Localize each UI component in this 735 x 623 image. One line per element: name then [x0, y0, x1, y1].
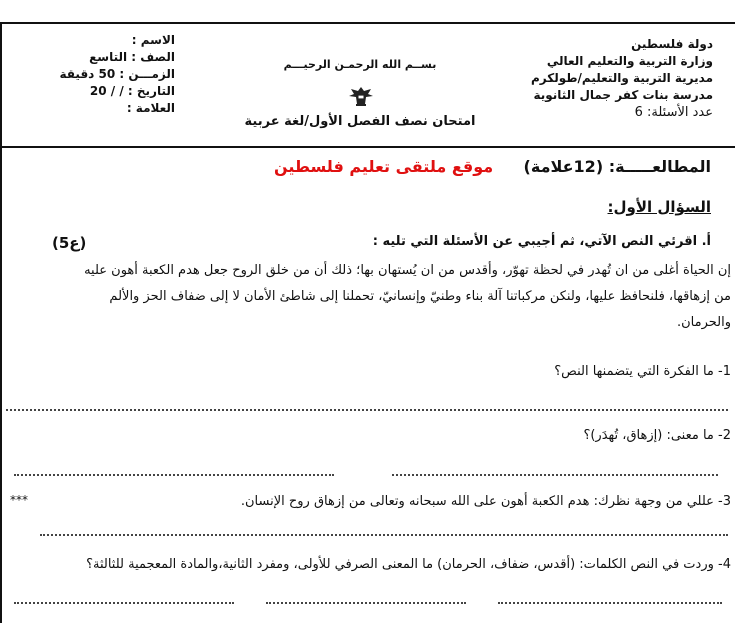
eagle-emblem-icon [347, 84, 375, 108]
stars-mark: *** [10, 493, 28, 507]
time-field: الزمـــن : 50 دقيقة [59, 67, 175, 81]
answer-line-4a[interactable] [498, 602, 722, 604]
header-right-block [531, 36, 713, 121]
name-field: الاسم : [131, 33, 175, 47]
date-field: التاريخ : / / 20 [89, 84, 175, 98]
country-line: دولة فلسطين [631, 37, 713, 51]
header-left-block [60, 32, 176, 117]
site-name: موقع ملتقى تعليم فلسطين [274, 157, 494, 176]
exam-title: امتحان نصف الفصل الأول/لغة عربية [244, 114, 476, 129]
answer-line-2a[interactable] [392, 474, 718, 476]
school-line: مدرسة بنات كفر جمال الثانوية [533, 88, 713, 102]
basmala: بســم الله الرحمـن الرحيـــم [283, 58, 437, 71]
question-item-1: 1- ما الفكرة التي يتضمنها النص؟ [554, 364, 731, 379]
answer-line-3[interactable] [40, 534, 728, 536]
answer-line-4b[interactable] [266, 602, 466, 604]
question-item-2: 2- ما معنى: (إزهاق، تُهدَر)؟ [583, 428, 731, 443]
grade-score-field: العلامة : [126, 101, 175, 115]
reading-section-heading: المطالعـــــة: (12علامة) [523, 157, 711, 176]
answer-line-4c[interactable] [14, 602, 234, 604]
passage-line-1: إن الحياة أغلى من ان تُهدر في لحظة تهوّر، وأقدس من ان يُستهان بها؛ ذلك أن من خلق الروح جعل هدم الكعبة أهون عليه [84, 263, 731, 278]
passage-line-2: من إزهاقها، فلنحافظ عليها، ولنكن مركباتنا آلة بناء وطنيّ وإنسانيّ، تحملنا إلى شاطئ الأمان لا إلى ضفاف الحز والألم [109, 289, 731, 304]
question-item-4: 4- وردت في النص الكلمات: (أقدس، ضفاف، الحرمان) ما المعنى الصرفي للأولى، ومفرد الثانية،والمادة المعجمية للثالثة؟ [86, 557, 731, 572]
question-item-3: 3- عللي من وجهة نظرك: هدم الكعبة أهون على الله سبحانه وتعالى من إزهاق روح الإنسان. [240, 494, 731, 509]
passage-line-3: والحرمان. [676, 315, 731, 330]
question1-instruction: أ. اقرئي النص الآتي، ثم أجيبي عن الأسئلة التي تليه : [372, 234, 711, 249]
question1-title: السؤال الأول: [607, 198, 711, 216]
question1-marks: (5ع) [52, 234, 87, 252]
page-border-left [0, 22, 2, 623]
answer-line-1[interactable] [6, 409, 728, 411]
questions-count: عدد الأسئلة: 6 [634, 105, 713, 120]
page-border-top [0, 22, 735, 24]
answer-line-2b[interactable] [14, 474, 334, 476]
ministry-line: وزارة التربية والتعليم العالي [546, 54, 713, 68]
header-divider [2, 146, 735, 148]
directorate-line: مديرية التربية والتعليم/طولكرم [530, 71, 713, 85]
grade-field: الصف : التاسع [89, 50, 175, 64]
